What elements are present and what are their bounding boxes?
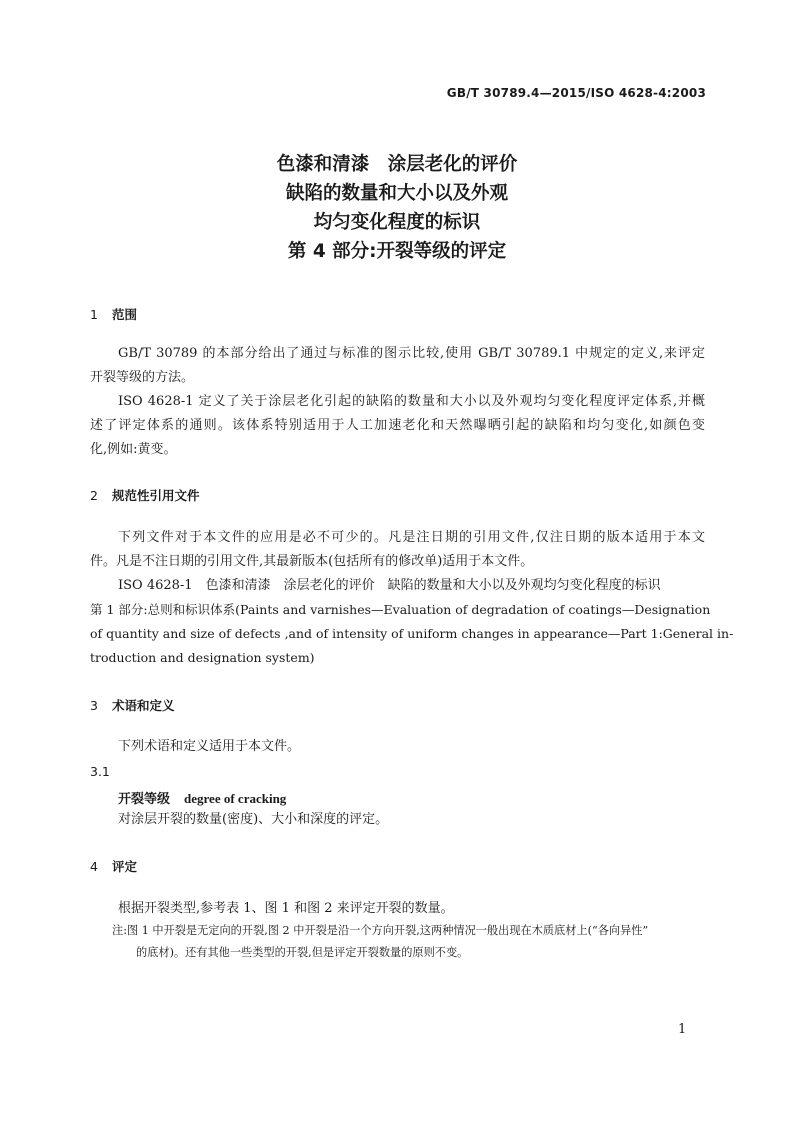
section-1-paragraph-1 [90,342,705,390]
section-4-paragraph-1 [90,897,705,921]
text-line: 下列文件对于本文件的应用是必不可少的。凡是注日期的引用文件,仅注日期的版本适用于本文 [118,530,705,545]
text-line: ISO 4628-1 定义了关于涂层老化引起的缺陷的数量和大小以及外观均匀变化程度评定体系,并概 [118,394,705,409]
section-number: 2 [90,488,98,503]
section-3-paragraph-1 [90,735,705,759]
term-english: degree of cracking [184,791,287,806]
text-line: 件。凡是不注日期的引用文件,其最新版本(包括所有的修改单)适用于本文件。 [90,554,534,569]
section-number: 3 [90,698,98,713]
note-line: 的底材)。还有其他一些类型的开裂,但是评定开裂数量的原则不变。 [136,946,469,959]
text-line: 根据开裂类型,参考表 1、图 1 和图 2 来评定开裂的数量。 [118,901,454,916]
standard-code: GB/T 30789.4—2015/ISO 4628-4:2003 [446,86,706,100]
page-number: 1 [678,1022,687,1037]
section-2-heading [90,486,200,504]
section-2-reference [90,574,734,670]
text-line: troduction and designation system) [90,650,315,665]
section-title: 范围 [112,307,138,322]
note-line: 注:图 1 中开裂是无定向的开裂,图 2 中开裂是沿一个方向开裂,这两种情况一般出现在木质底材上(“各向异性” [112,924,649,937]
term-entry [118,788,286,807]
text-line: 化,例如:黄变。 [90,442,177,457]
text-line: 述了评定体系的通则。该体系特别适用于人工加速老化和天然曝晒引起的缺陷和均匀变化,如颜色变 [90,418,705,433]
text-line: of quantity and size of defects ,and of intensity of uniform changes in appearance—Part 1:General in- [90,626,734,641]
section-1-heading [90,305,137,323]
text-line: GB/T 30789 的本部分给出了通过与标准的图示比较,使用 GB/T 30789.1 中规定的定义,来评定 [118,346,705,361]
section-1-paragraph-2 [90,390,705,462]
section-title: 规范性引用文件 [112,488,200,503]
section-number: 1 [90,307,98,322]
term-chinese: 开裂等级 [118,792,171,807]
text-line: 下列术语和定义适用于本文件。 [118,739,301,754]
section-number: 4 [90,859,98,874]
subclause-number: 3.1 [90,764,110,779]
section-3-heading [90,696,175,714]
title-line-3: 均匀变化程度的标识 [313,212,481,233]
title-line-4: 第 4 部分:开裂等级的评定 [287,241,507,262]
section-4-heading [90,857,137,875]
text-line: 开裂等级的方法。 [90,370,195,385]
section-title: 评定 [112,859,138,874]
note [112,920,707,964]
section-2-paragraph-1 [90,526,705,574]
text-line: 第 1 部分:总则和标识体系(Paints and varnishes—Evaluation of degradation of coatings—Designation [90,602,711,617]
text-line: 对涂层开裂的数量(密度)、大小和深度的评定。 [118,812,389,827]
section-title: 术语和定义 [112,698,175,713]
text-line: ISO 4628-1 色漆和清漆 涂层老化的评价 缺陷的数量和大小以及外观均匀变化程度的标识 [118,578,661,593]
title-line-1: 色漆和清漆 涂层老化的评价 [276,154,518,175]
term-definition [90,808,705,832]
title-line-2: 缺陷的数量和大小以及外观 [285,183,508,204]
